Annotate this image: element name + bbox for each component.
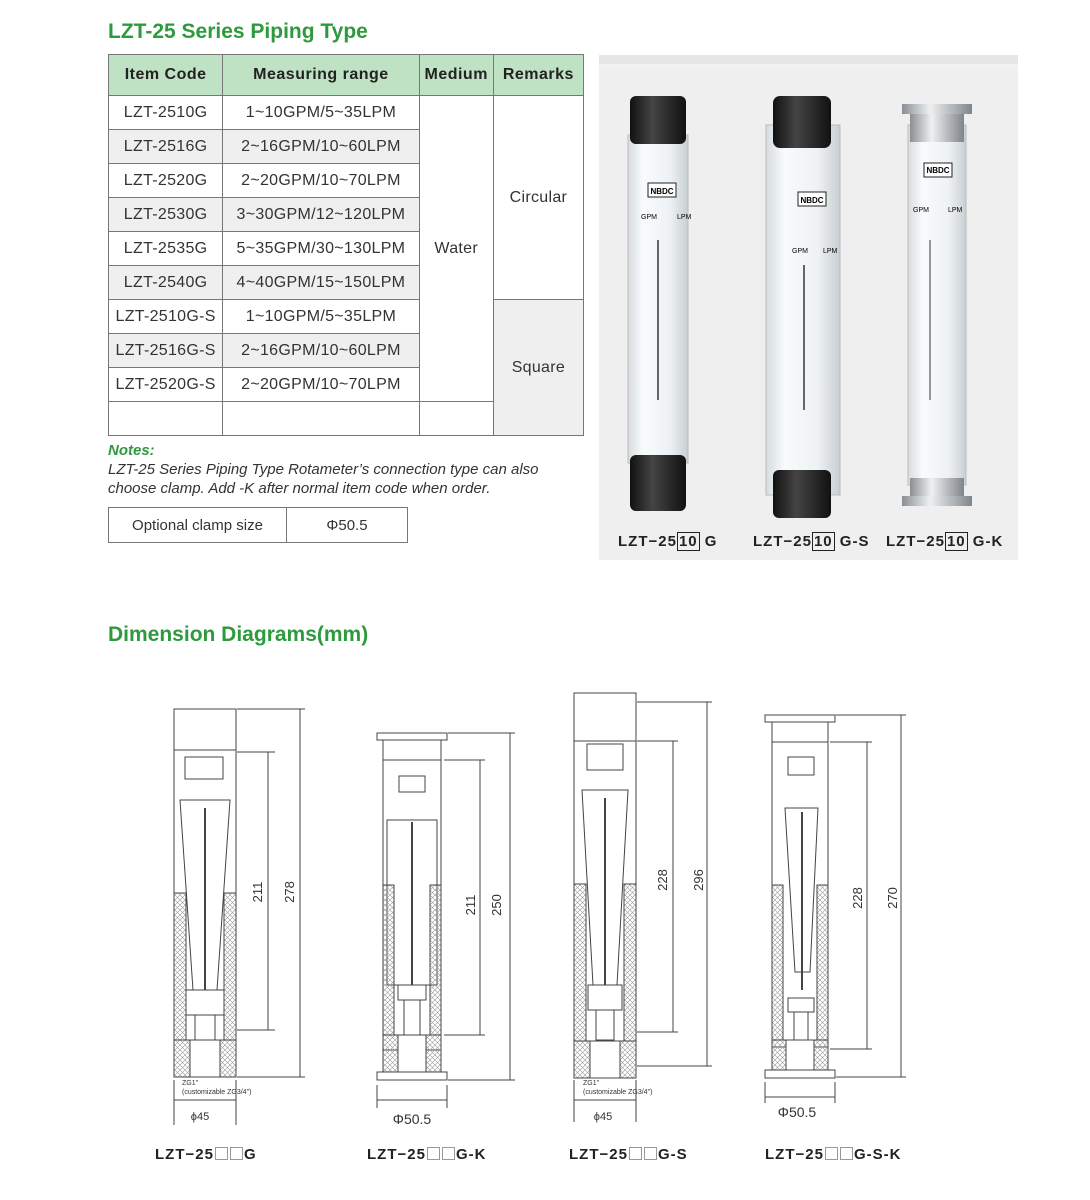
item-code-cell: LZT-2516G <box>109 130 223 164</box>
photo-label-box: 10 <box>678 533 698 550</box>
photo-gpm-3: GPM <box>913 207 929 214</box>
remarks-square-cell: Square <box>493 300 583 436</box>
diagram-label-prefix: LZT−25 <box>569 1146 628 1163</box>
item-code-cell: LZT-2510G-S <box>109 300 223 334</box>
dim-base-2: Φ50.5 <box>392 1111 432 1127</box>
photo-brand-3: NBDC <box>926 166 950 175</box>
item-code-cell: LZT-2530G <box>109 198 223 232</box>
diagram-label-prefix: LZT−25 <box>367 1146 426 1163</box>
photo-meter-gs <box>766 96 840 518</box>
dim-inner-3: 228 <box>655 869 670 891</box>
clamp-label: Optional clamp size <box>109 508 287 543</box>
dimensions-title: Dimension Diagrams(mm) <box>108 623 369 646</box>
diagram-gk <box>377 733 515 1108</box>
header-item-code: Item Code <box>109 55 223 96</box>
diagram-label-prefix: LZT−25 <box>765 1146 824 1163</box>
photo-meter-g <box>628 96 688 511</box>
section-title: LZT-25 Series Piping Type <box>108 20 368 43</box>
dim-outer-2: 250 <box>489 894 504 916</box>
clamp-value: Φ50.5 <box>287 508 408 543</box>
diagram-g <box>174 709 305 1125</box>
dim-inner-1: 211 <box>250 881 265 903</box>
diagram-label-gk <box>367 1146 486 1163</box>
diagram-label-suffix: G-S <box>657 1146 688 1163</box>
diagram-label-suffix: G-S-K <box>853 1146 902 1163</box>
remarks-circular-cell: Circular <box>493 96 583 300</box>
item-code-cell: LZT-2520G-S <box>109 368 223 402</box>
item-code-cell: LZT-2510G <box>109 96 223 130</box>
photo-gpm-1: GPM <box>641 214 657 221</box>
photo-label-box: 10 <box>946 533 966 550</box>
thread-note-1: (customizable ZG3/4") <box>182 1089 252 1096</box>
photo-brand-2: NBDC <box>800 196 824 205</box>
header-remarks: Remarks <box>493 55 583 96</box>
diagram-label-gsk <box>765 1146 901 1163</box>
range-cell: 2~20GPM/10~70LPM <box>223 368 419 402</box>
range-cell: 2~16GPM/10~60LPM <box>223 334 419 368</box>
photo-label-prefix: LZT−25 <box>618 533 677 550</box>
item-code-cell: LZT-2535G <box>109 232 223 266</box>
photo-label-prefix: LZT−25 <box>886 533 945 550</box>
photo-label-suffix: G-S <box>839 533 870 550</box>
item-code-cell: LZT-2516G-S <box>109 334 223 368</box>
photo-lpm-3: LPM <box>948 207 963 214</box>
range-cell: 2~20GPM/10~70LPM <box>223 164 419 198</box>
photo-label-gs <box>753 533 869 550</box>
dim-outer-3: 296 <box>691 869 706 891</box>
notes-text: LZT-25 Series Piping Type Rotameter’s connection type can also choose clamp. Add -K after normal item code when order. <box>108 461 539 497</box>
range-cell: 5~35GPM/30~130LPM <box>223 232 419 266</box>
photo-gpm-2: GPM <box>792 248 808 255</box>
range-cell: 4~40GPM/15~150LPM <box>223 266 419 300</box>
diagram-label-suffix: G-K <box>455 1146 487 1163</box>
notes-title: Notes: <box>108 442 155 459</box>
diagram-gs <box>574 693 712 1122</box>
photo-lpm-1: LPM <box>677 214 692 221</box>
diagram-label-g <box>155 1146 257 1163</box>
photo-label-g <box>618 533 717 550</box>
dim-outer-1: 278 <box>282 881 297 903</box>
range-cell: 2~16GPM/10~60LPM <box>223 130 419 164</box>
range-cell: 3~30GPM/12~120LPM <box>223 198 419 232</box>
photo-label-gk <box>886 533 1003 550</box>
photo-label-suffix: G <box>704 533 718 550</box>
diagram-label-prefix: LZT−25 <box>155 1146 214 1163</box>
thread-1: ZG1" <box>182 1080 199 1087</box>
photo-lpm-2: LPM <box>823 248 838 255</box>
thread-3: ZG1" <box>583 1080 600 1087</box>
dim-base-1: ϕ45 <box>190 1111 210 1123</box>
photo-meter-gk <box>902 104 972 506</box>
range-cell: 1~10GPM/5~35LPM <box>223 96 419 130</box>
item-code-cell: LZT-2520G <box>109 164 223 198</box>
dim-inner-4: 228 <box>850 887 865 909</box>
dim-base-4: Φ50.5 <box>777 1104 817 1120</box>
item-code-cell: LZT-2540G <box>109 266 223 300</box>
header-measuring-range: Measuring range <box>223 55 419 96</box>
header-medium: Medium <box>419 55 493 96</box>
dim-inner-2: 211 <box>463 894 478 916</box>
dim-base-3: ϕ45 <box>593 1111 613 1123</box>
diagram-label-gs <box>569 1146 688 1163</box>
thread-note-3: (customizable ZG3/4") <box>583 1089 653 1096</box>
photo-label-prefix: LZT−25 <box>753 533 812 550</box>
photo-label-box: 10 <box>813 533 833 550</box>
medium-cell: Water <box>419 96 493 402</box>
dim-outer-4: 270 <box>885 887 900 909</box>
range-cell: 1~10GPM/5~35LPM <box>223 300 419 334</box>
diagram-label-suffix: G <box>243 1146 257 1163</box>
photo-brand-1: NBDC <box>650 187 674 196</box>
photo-label-suffix: G-K <box>972 533 1004 550</box>
